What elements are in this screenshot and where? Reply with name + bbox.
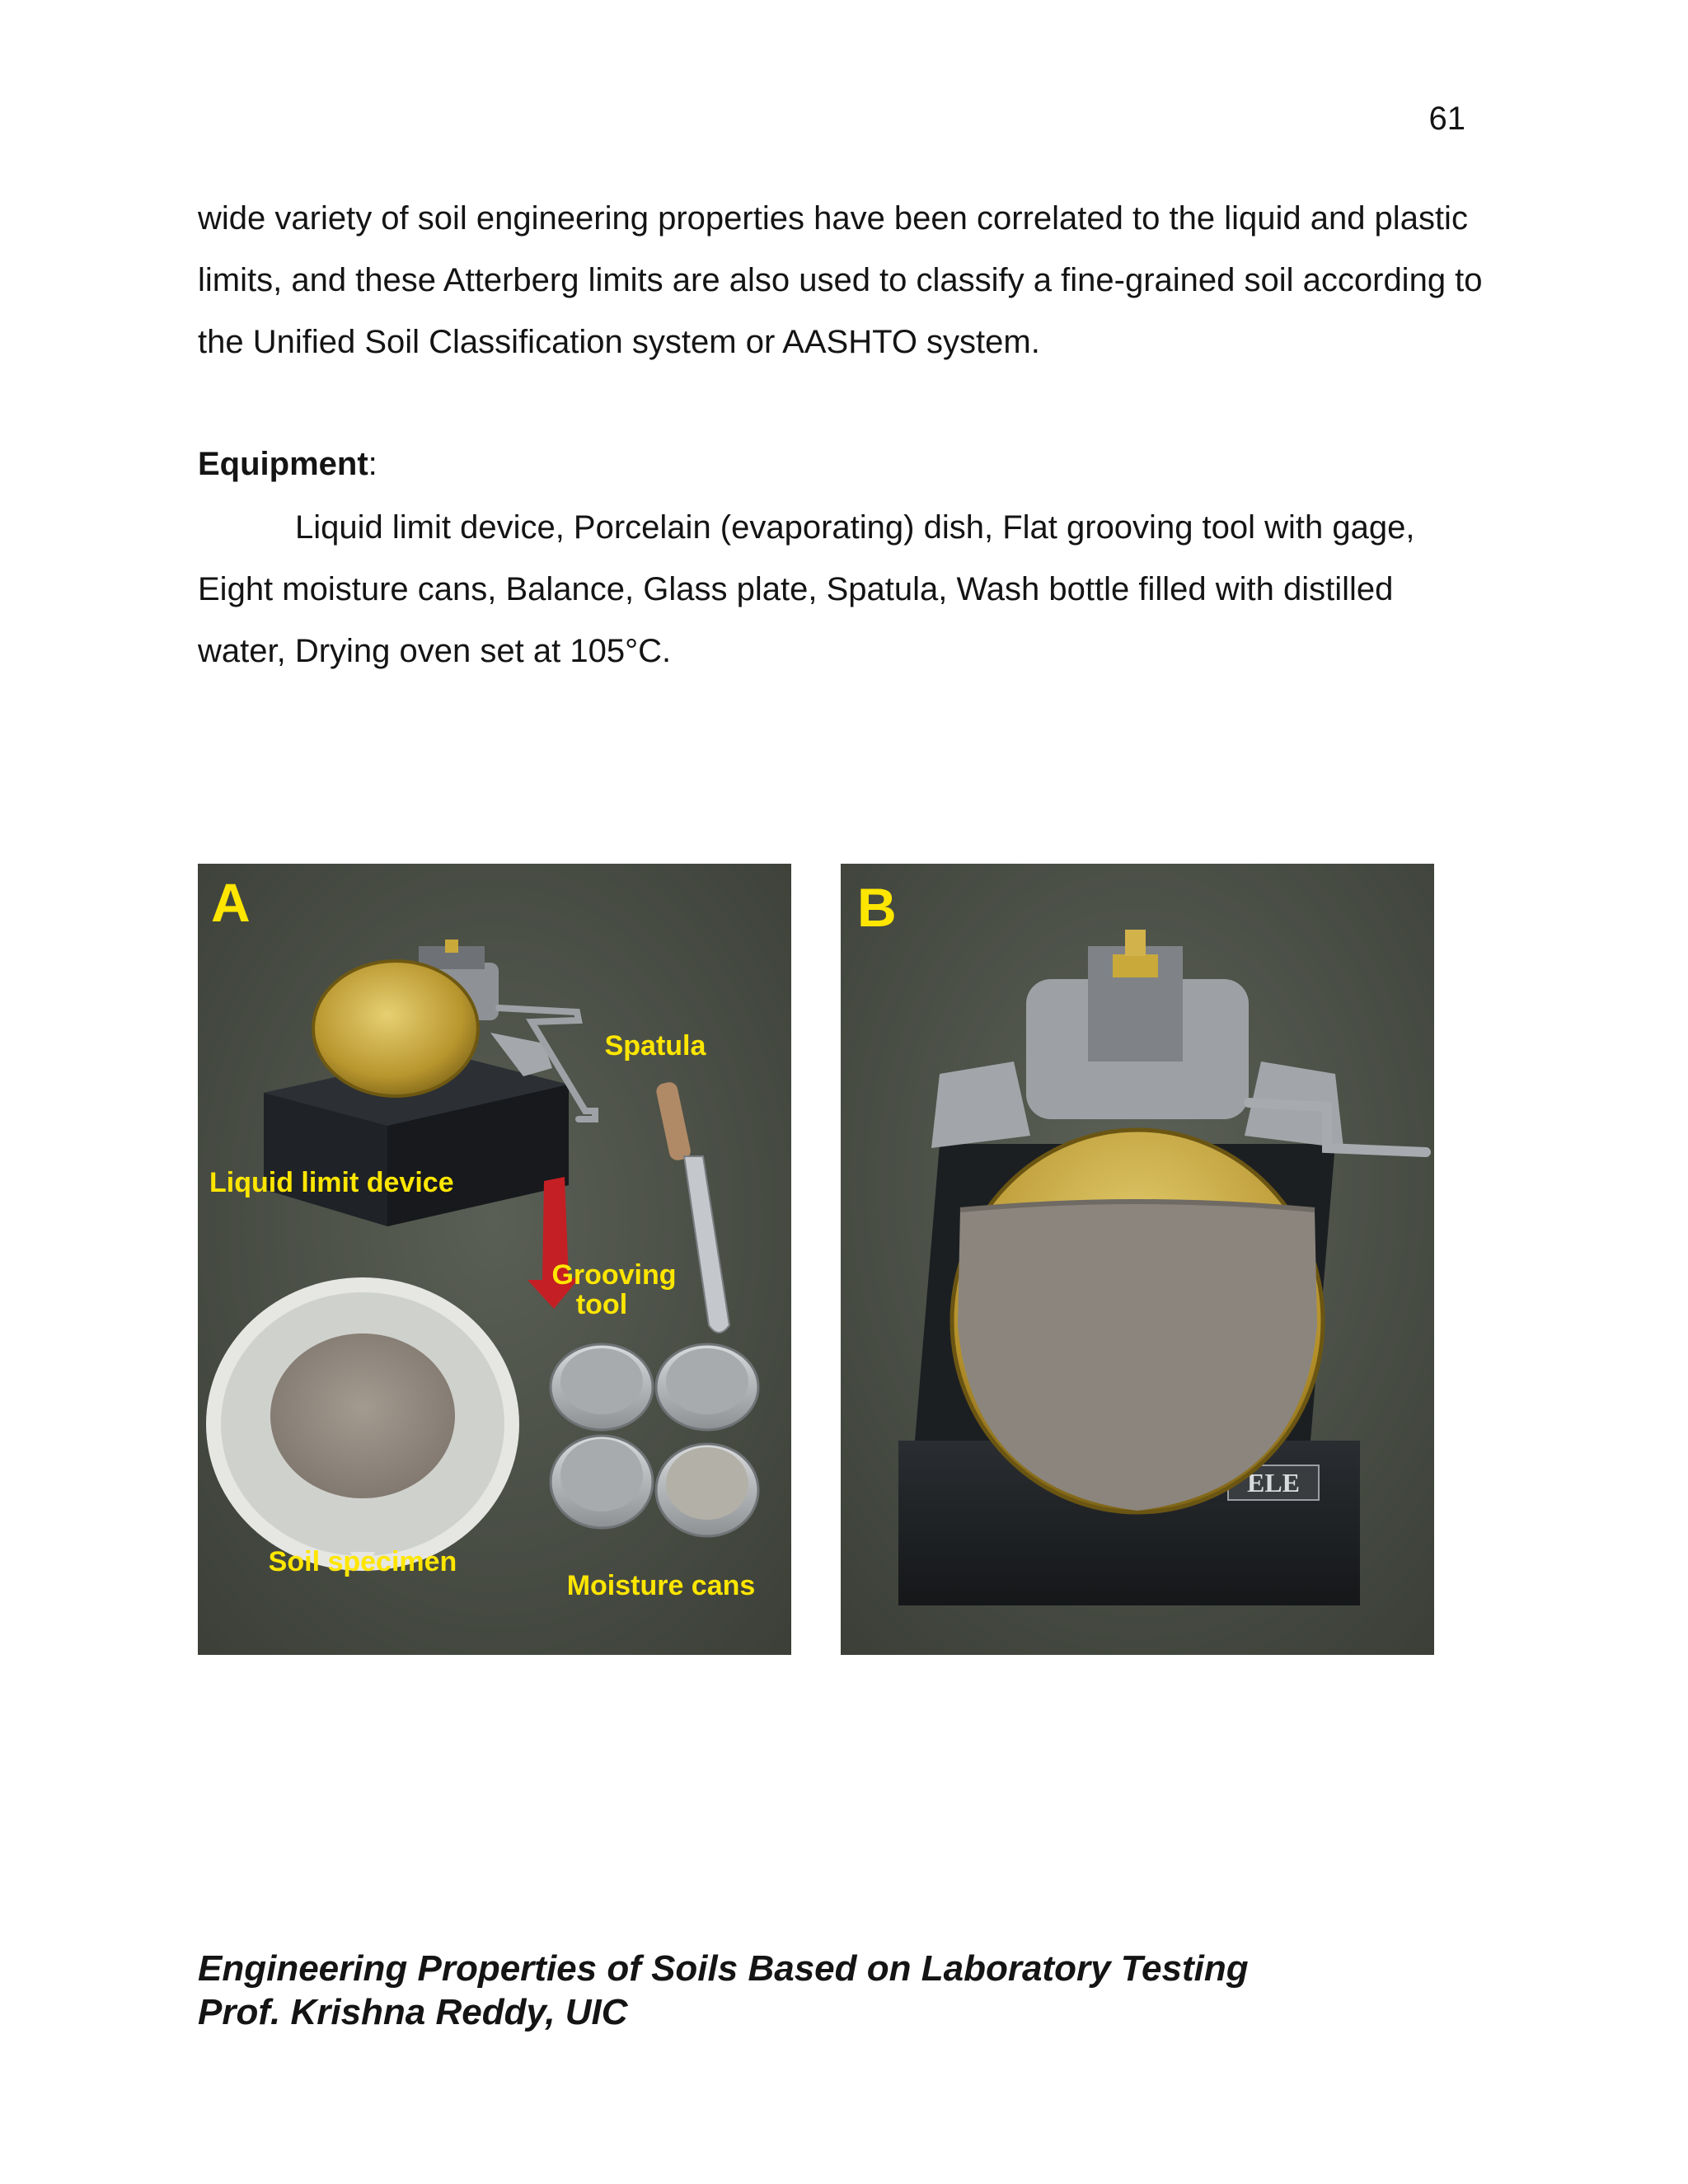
equipment-text: Liquid limit device, Porcelain (evaporating) dish, Flat grooving tool with gage, Eight moisture cans, Balance, Glass plate, Spatula, Wash bottle filled with distilled water, Drying oven set at 105°C. xyxy=(198,509,1415,669)
footer-author: Prof. Krishna Reddy, UIC xyxy=(198,1992,628,2032)
label-soil-specimen: Soil specimen xyxy=(268,1546,457,1577)
label-liquid-limit-device: Liquid limit device xyxy=(209,1167,454,1198)
panel-letter-a: A xyxy=(211,872,251,933)
equipment-heading: Equipment xyxy=(198,446,368,482)
label-grooving-tool-1: Grooving xyxy=(551,1259,677,1291)
label-moisture-cans: Moisture cans xyxy=(566,1570,756,1601)
footer xyxy=(198,1947,1249,2034)
panel-letter-b: B xyxy=(857,877,897,938)
equipment-colon: : xyxy=(368,446,377,482)
photo-b xyxy=(841,864,1434,1655)
photo-a xyxy=(198,864,791,1655)
label-spatula: Spatula xyxy=(604,1030,706,1062)
equipment-paragraph xyxy=(198,497,1484,682)
paragraph-1: wide variety of soil engineering properties have been correlated to the liquid and plastic limits, and these Atterberg limits are also used to classify a fine-grained soil according to the Unified Soil Classification system or AASHTO system. xyxy=(198,200,1483,360)
label-grooving-tool-2: tool xyxy=(575,1289,628,1320)
footer-title: Engineering Properties of Soils Based on Laboratory Testing xyxy=(198,1948,1249,1989)
brand-plate: ELE xyxy=(1246,1468,1301,1497)
porcelain-dish xyxy=(206,1277,519,1571)
equipment-heading-line xyxy=(198,434,377,495)
page-number: 61 xyxy=(1428,101,1465,137)
